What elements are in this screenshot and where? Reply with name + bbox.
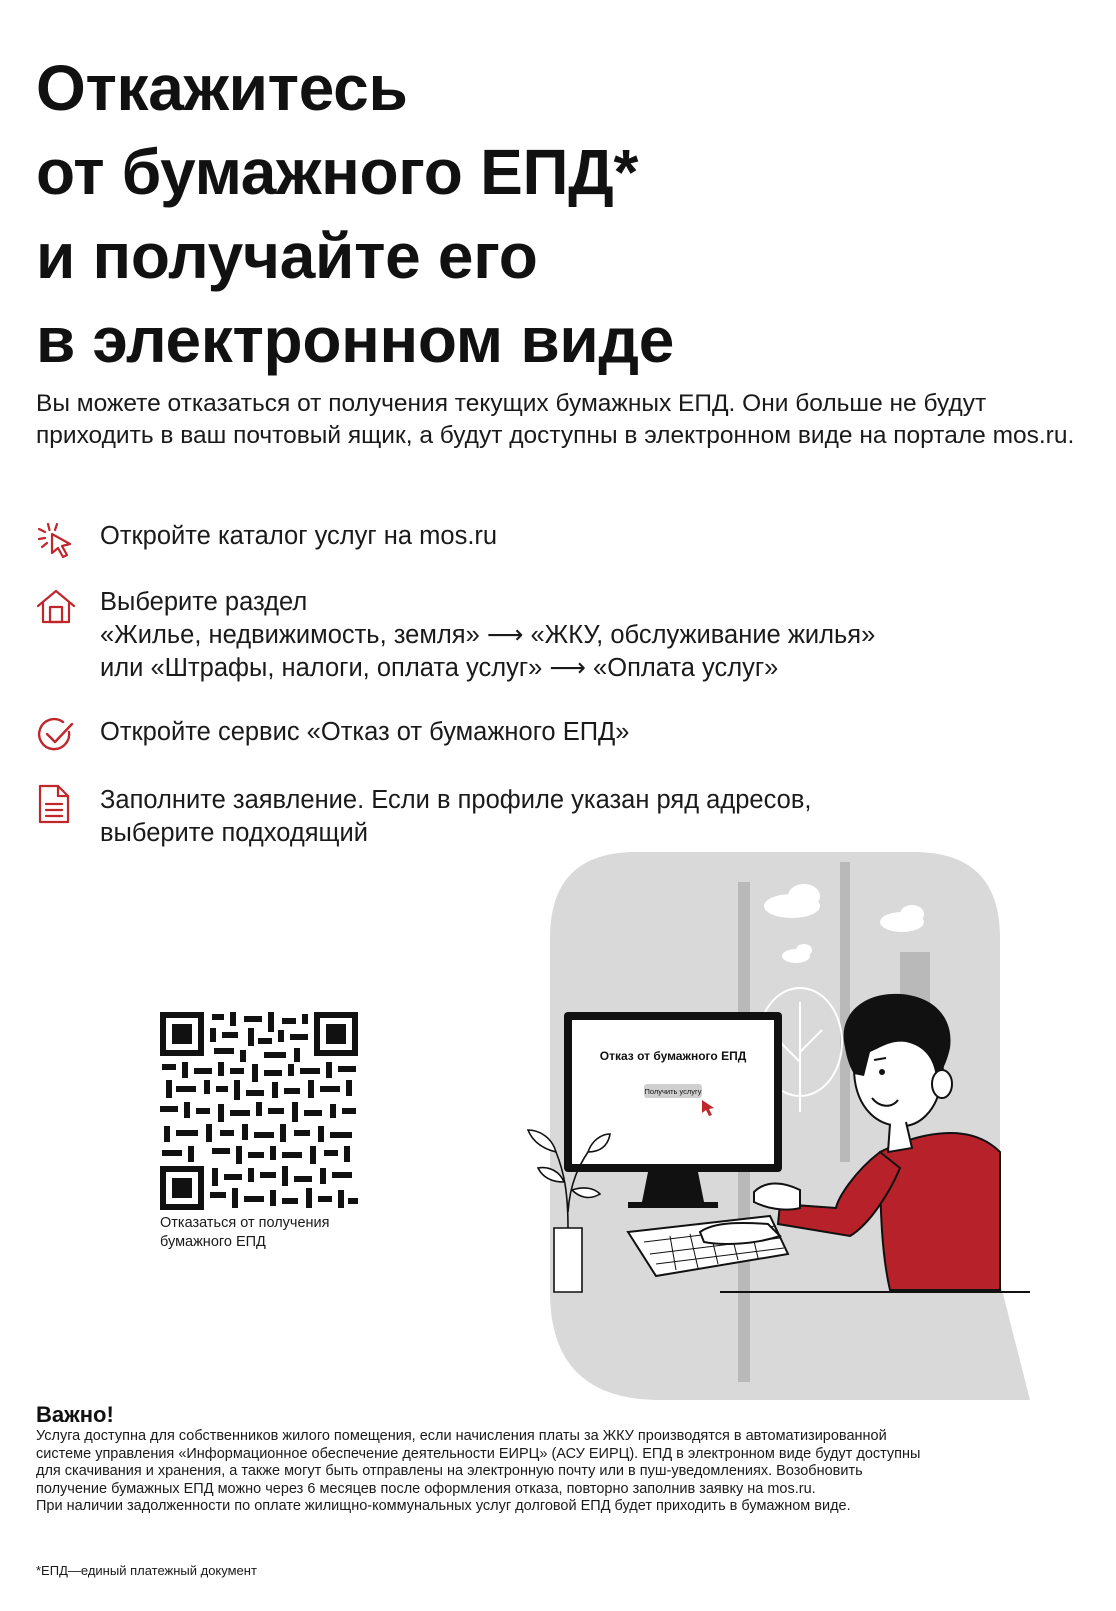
step-open-service (36, 716, 630, 760)
document-icon (36, 784, 80, 828)
qr-block (160, 1012, 358, 1252)
important-line-4: получение бумажных ЕПД можно через 6 месяцев после оформления отказа, повторно заполнив заявку на mos.ru. (36, 1480, 816, 1497)
step-4-line-1: Заполните заявление. Если в профиле указан ряд адресов, (100, 786, 812, 814)
step-2-line-1: Выберите раздел (100, 588, 308, 616)
step-2-line-3: или «Штрафы, налоги, оплата услуг» ⟶ «Оплата услуг» (100, 654, 779, 682)
title-line-4: в электронном виде (36, 304, 675, 376)
cursor-click-icon (36, 520, 80, 564)
important-line-3: для скачивания и хранения, а также могут быть отправлены на электронную почту или в пуш-уведомлениях. Возобновить (36, 1463, 863, 1479)
page-title (36, 46, 1076, 382)
qr-caption (160, 1214, 358, 1252)
step-3-line-1: Откройте сервис «Отказ от бумажного ЕПД» (100, 718, 630, 746)
screen-button[interactable]: Получить услугу (644, 1087, 702, 1096)
person-hand-back (754, 1184, 800, 1210)
title-line-2: от бумажного ЕПД* (36, 136, 639, 208)
step-2-line-2: «Жилье, недвижимость, земля» ⟶ «ЖКУ, обслуживание жилья» (100, 621, 876, 649)
important-text (36, 1428, 1086, 1516)
qr-caption-line-1: Отказаться от получения (160, 1215, 330, 1231)
intro-paragraph: Вы можете отказаться от получения текущих бумажных ЕПД. Они больше не будут приходить в ваш почтовый ящик, а будут доступны в электронном виде на портале mos.ru. (36, 390, 1075, 449)
qr-code[interactable] (160, 1012, 358, 1210)
title-line-3: и получайте его (36, 220, 538, 292)
title-line-1: Откажитесь (36, 52, 408, 124)
person-at-computer-illustration (510, 852, 1030, 1400)
check-circle-icon (36, 716, 80, 760)
important-line-5: При наличии задолженности по оплате жилищно-коммунальных услуг долговой ЕПД будет приходить в бумажном виде. (36, 1498, 851, 1514)
step-4-line-2: выберите подходящий (100, 819, 369, 847)
step-choose-section (36, 586, 875, 685)
house-icon (36, 586, 80, 630)
important-title: Важно! (36, 1402, 114, 1427)
important-line-1: Услуга доступна для собственников жилого помещения, если начисления платы за ЖКУ производятся в автоматизированной (36, 1428, 887, 1444)
qr-caption-line-2: бумажного ЕПД (160, 1234, 266, 1250)
screen-title: Отказ от бумажного ЕПД (599, 1049, 747, 1063)
step-1-line-1: Откройте каталог услуг на mos.ru (100, 522, 498, 550)
important-line-2: системе управления «Информационное обеспечение деятельности ЕИРЦ» (АСУ ЕИРЦ). ЕПД в электронном виде будут доступны (36, 1445, 921, 1462)
step-open-catalog (36, 520, 497, 564)
footnote: *ЕПД—единый платежный документ (36, 1563, 257, 1578)
step-fill-application (36, 784, 811, 850)
person-torso (880, 1133, 1000, 1290)
